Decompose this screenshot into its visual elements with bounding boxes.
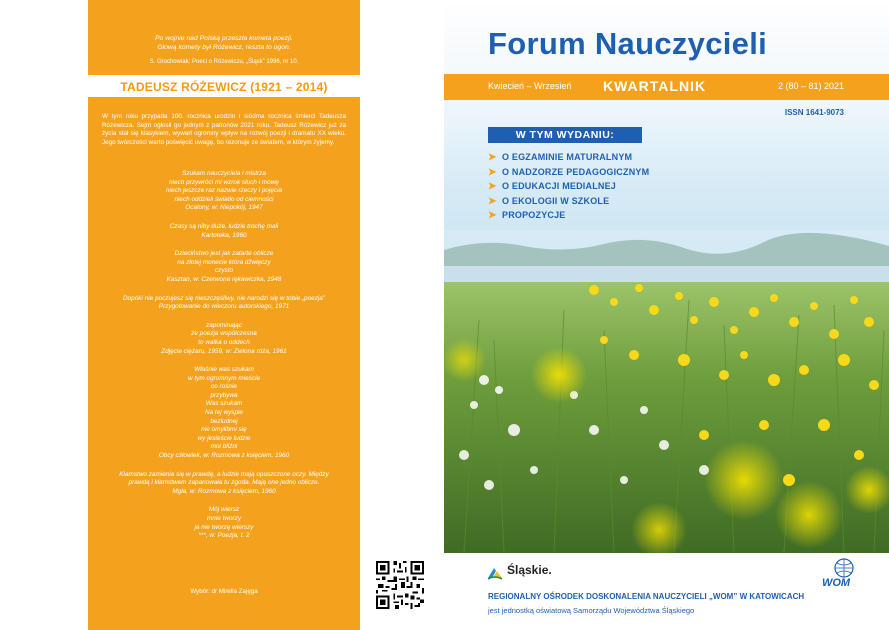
slaskie-logo-icon xyxy=(487,565,503,581)
poem-line: Czasy są niby duże, ludzie trochę mali xyxy=(169,222,279,230)
poem-quote xyxy=(88,366,360,461)
arrow-right-icon: ➤ xyxy=(488,152,497,163)
arrow-right-icon: ➤ xyxy=(488,195,497,207)
poem-quotes xyxy=(88,170,360,551)
poem-line: nie omylibmi się xyxy=(201,426,247,434)
poem-line: wy jesteście ludzie xyxy=(197,434,251,442)
poem-line: Kłamstwo zamienia się w prawdę, a ludzie mają opuszczone oczy. Między xyxy=(119,470,329,478)
toc-item-label: PROPOZYCJE xyxy=(502,210,566,220)
poem-line: przybywa xyxy=(210,391,238,399)
poem-source: Ocalony, w: Niepokój, 1947 xyxy=(185,204,263,212)
magazine-title: Forum Nauczycieli xyxy=(488,26,768,61)
toc-item-label: O EGZAMINIE MATURALNYM xyxy=(502,152,633,162)
heading-band xyxy=(88,75,360,97)
back-cover-heading: TADEUSZ RÓŻEWICZ (1921 – 2014) xyxy=(120,80,328,94)
poem-quote xyxy=(88,322,360,356)
back-cover-orange-panel xyxy=(88,0,360,630)
poem-line: Dzieciństwo jest jak zatarte oblicze xyxy=(174,250,274,258)
toc-item-label: O NADZORZE PEDAGOGICZNYM xyxy=(502,166,650,177)
contents-heading-box xyxy=(488,127,642,143)
poem-quote xyxy=(88,295,360,312)
publication-type: KWARTALNIK xyxy=(603,78,707,94)
poem-line: czysto xyxy=(214,267,234,275)
contents-heading: W TYM WYDANIU: xyxy=(515,129,615,141)
poem-line: na złotej monecie która dźwięczy xyxy=(177,258,271,266)
poem-quote xyxy=(88,471,360,497)
poem-source: Zdjęcie ciężaru, 1959, w: Zielona róża, 1961 xyxy=(161,347,287,355)
issue-number: 2 (80 – 81) 2021 xyxy=(777,81,844,91)
issn: ISSN 1641-9073 xyxy=(784,108,844,117)
poem-source: Kasztan, w: Czerwona rękawiczka, 1948 xyxy=(166,275,282,283)
poem-line: Was szukam xyxy=(205,400,243,408)
epigraph xyxy=(88,34,360,52)
poem-line: Szukam nauczyciela i mistrza xyxy=(182,170,266,177)
qr-code-icon[interactable] xyxy=(376,561,424,609)
epigraph-line: Po wojnie nad Polską przeszła kometa poezji. xyxy=(155,35,293,42)
arrow-right-icon: ➤ xyxy=(488,181,497,192)
toc-item[interactable] xyxy=(488,152,649,167)
poem-line: ja nie tworzę wierszy xyxy=(194,523,254,531)
poem-quote xyxy=(88,223,360,240)
institution-name: REGIONALNY OŚRODEK DOSKONALENIA NAUCZYCIELI „WOM” W KATOWICACH xyxy=(488,592,805,601)
toc-item-label: O EDUKACJI MEDIALNEJ xyxy=(502,181,617,191)
poem-line: Dopóki nie poczujesz się nieszczęśliwy, nie narodzi się w tobie „poezja” xyxy=(123,294,325,302)
arrow-right-icon: ➤ xyxy=(488,166,497,178)
poem-line: zapominając xyxy=(206,321,242,329)
toc-item[interactable] xyxy=(488,167,649,182)
poem-line: prawdą i kłamstwem zapanowała tu zgoda. Mają one jedno oblicze. xyxy=(128,479,320,487)
poem-line: bezludnej xyxy=(210,417,238,425)
poem-source: Obcy człowiek, w: Rozmowa z księciem, 1960 xyxy=(158,452,290,460)
poem-source: Mgła, w: Rozmowa z księciem, 1960 xyxy=(172,487,276,495)
poem-quote xyxy=(88,506,360,540)
table-of-contents xyxy=(488,152,649,225)
epigraph-line: Głową komety był Różewicz, reszta to ogon. xyxy=(157,44,291,51)
poem-line: niech przywróci mi wzrok słuch i mowę xyxy=(169,178,279,186)
poem-line: Właśnie was szukam xyxy=(194,366,254,374)
poem-line: co rośnie xyxy=(211,383,237,391)
institution-note: jest jednostką oświatową Samorządu Województwa Śląskiego xyxy=(488,606,695,615)
front-cover xyxy=(444,0,889,630)
poem-source: Przygotowanie do wieczoru autorskiego, 1971 xyxy=(158,303,290,311)
wom-logo-text: WOM xyxy=(821,577,851,589)
issue-period: Kwiecień – Wrzesień xyxy=(488,81,572,91)
back-cover xyxy=(0,0,444,630)
poem-quote xyxy=(88,170,360,213)
meadow-flowers-photo xyxy=(444,230,889,553)
toc-item[interactable] xyxy=(488,196,649,211)
epigraph-source: S. Grochowiak: Poeci o Różewiczu, „Śląsk” 1996, nr 10. xyxy=(149,59,299,65)
poem-line: Na tej wyspie xyxy=(204,409,243,417)
poem-line: mnie tworzy xyxy=(206,515,242,522)
poem-line: w tym ogromnym mieście xyxy=(187,374,261,382)
selection-credit: Wybór: dr Mirella Zajęga xyxy=(190,588,258,595)
toc-item-label: O EKOLOGII W SZKOLE xyxy=(502,195,610,206)
toc-item[interactable] xyxy=(488,181,649,196)
poem-source: Kartoteka, 1960 xyxy=(201,231,247,239)
poem-line: niech oddzieli światło od ciemności xyxy=(174,195,274,203)
poem-line: moi bliźni xyxy=(210,443,238,451)
arrow-right-icon: ➤ xyxy=(488,210,497,221)
intro-paragraph: W tym roku przypada 100. rocznica urodzin i siódma rocznica śmierci Tadeusza Różewicza. Sejm ogłosił go jednym z patronów 2021 roku. Tadeusz Różewicz już za życia stał się klasykiem, wywarł ogromny wpływ na rozwój poezji i dramatu XX wieku. Jego twórczości warto poświęcić uwagę, bo rezonuje ze światem, w którym żyjemy. xyxy=(102,113,346,146)
poem-line: to walka o oddech xyxy=(198,338,250,346)
poem-line: że poezja współczesna xyxy=(191,330,257,338)
poem-quote xyxy=(88,250,360,284)
slaskie-logo-text: Śląskie. xyxy=(507,563,552,577)
poem-line: Mój wiersz xyxy=(208,506,240,514)
poem-source: ***, w: Poezja, t. 2 xyxy=(198,532,250,540)
toc-item[interactable] xyxy=(488,210,649,225)
poem-line: niech jeszcze raz nazwie rzeczy i pojęcia xyxy=(165,187,283,195)
